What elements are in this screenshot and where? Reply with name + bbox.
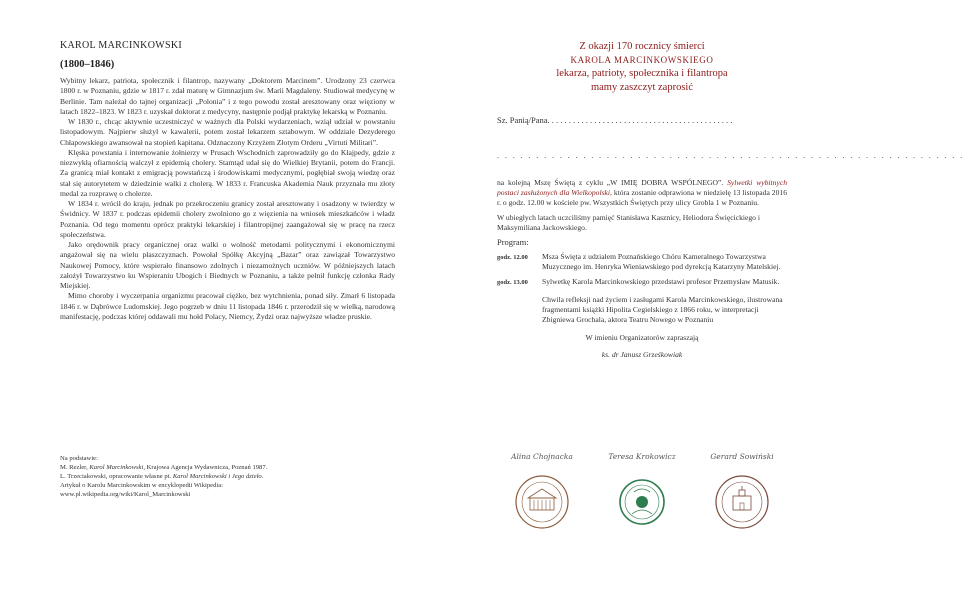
behalf-line: W imieniu Organizatorów zapraszają [585,333,699,343]
author-name: KAROL MARCINKOWSKI [60,40,182,51]
program-item [497,252,787,272]
program-time: godz. 13.00 [497,279,528,287]
author-years: (1800–1846) [60,59,115,70]
source-text: . [261,473,264,480]
signatures [497,452,787,530]
bio-paragraph: W 1830 r., chcąc aktywnie uczestniczyć w ważnych dla Polski wydarzeniach, wziął udział w powstaniu listopadowym. Najpierw służył w kawalerii, potem został lekarzem sztabowym. W oddziale Dezyderego Chłapowskiego awansował na stopień kapitana. Odznaczony Krzyżem Złotym Orderu „Virtuti Militari”. [60,117,395,147]
header-line: lekarza, patrioty, społecznika i filantropa [556,68,728,79]
priest-name: ks. dr Janusz Grześkowiak [601,350,683,360]
source-text: L. Trzeciakowski, opracowanie własne pt. [60,473,173,480]
signature-name: Alina Chojnacka [511,452,573,461]
program-desc: Sylwetkę Karola Marcinkowskiego przedstawi profesor Przemysław Matusik. [542,277,780,287]
dotted-line: . . . . . . . . . . . . . . . . . . . . . . . . . . . . . . . . . . . . . . . . . . . . . . . . . . . . . . . . . . . . [497,150,964,160]
sources-list [60,454,395,499]
signature-block [697,452,787,530]
seal-icon [514,474,570,530]
header-line: KAROLA MARCINKOWSKIEGO [570,54,714,65]
signature-block [497,452,587,530]
program-item [497,277,787,288]
invitation-text [497,178,787,209]
invite-text: na kolejną Mszę Świętą z cyklu „W IMIĘ DOBRA WSPÓLNEGO”. [497,178,728,187]
biography-page [60,40,395,498]
source-item [60,463,395,472]
program-time: godz. 12.00 [497,254,528,262]
header-line: mamy zaszczyt zaprosić [590,81,694,93]
program-desc: Msza Święta z udziałem Poznańskiego Chóru Kameralnego Towarzystwa Muzycznego im. Henryka Wieniawskiego pod dyrekcją Katarzyny Matelskiej. [542,252,781,272]
history-text: W ubiegłych latach uczciliśmy pamięć Stanisława Kasznicy, Heliodora Święcickiego i Maksymiliana Jackowskiego. [497,212,760,232]
bio-paragraph: Klęska powstania i internowanie żołnierzy w Prusach Wschodnich zaprowadziły go do Kłajpedy, gdzie z niezwykłą ofiarnością walczył z epidemią cholery. Stamtąd udał się do Wielkiej Brytanii, potem do Francji. Za granicą miał kontakt z emigracją powstańczą i środowiskami medycznymi, pogłębiał swoją wiedzę oraz stał się autorytetem w dziedzinie walki z cholerą. W 1833 r. Francuska Akademia Nauk przyznała mu złoty medal za rozprawę o cholerze. [60,147,395,198]
signature-name: Gerard Sowiński [710,452,774,461]
invitation-page [497,40,964,461]
seal-icon [714,474,770,530]
invite-text: która zostanie odprawiona w niedzielę 13 listopada 2016 r. o godz. 12.00 w kościele pw. Wszystkich Świętych przy ulicy Grobla 1 w Poznaniu. [497,188,787,208]
sources-label: Na podstawie: [60,455,98,462]
source-text: M. Rezler, [60,464,90,471]
source-url: www.pl.wikipedia.org/wiki/Karol_Marcinkowski [60,491,191,498]
bio-paragraph: Wybitny lekarz, patriota, społecznik i filantrop, nazywany „Doktorem Marcinem”. Urodzony 23 czerwca 1800 r. w Poznaniu, gdzie w 1817 r. zdał maturę w Gimnazjum św. Marii Magdaleny. Studiował medycynę w Berlinie. Tam należał do tajnej organizacji „Polonia” i z tego powodu został aresztowany oraz więziony w latach 1822–1823. W 1823 r. uzyskał doktorat z medycyny, następnie podjął praktykę lekarską w Poznaniu. [60,76,395,116]
bio-paragraph: Mimo choroby i wyczerpania organizmu pracował ciężko, bez wytchnienia, ponad siły. Zmarł 6 listopada 1846 r. w Dąbrówce Ludomskiej. Jego pogrzeb w dniu 11 listopada 1846 r. przerodził się w wielką, narodową manifestację, podczas której oddawali mu hołd Polacy, Niemcy, Żydzi oraz najwyższe władze pruskie. [60,291,395,321]
reflection-text: Chwila refleksji nad życiem i zasługami Karola Marcinkowskiego, ilustrowana fragmentami książki Hipolita Cegielskiego z 1866 roku, w interpretacji Zbigniewa Grochala, aktora Teatru Nowego w Poznaniu [542,294,783,325]
bio-paragraph: W 1834 r. wrócił do kraju, jednak po przekroczeniu granicy został aresztowany i osadzony w twierdzy w Świdnicy. W 1837 r. podczas epidemii cholery zwolniono go z więzienia na wniosek mieszkańców i władz Poznania. Od tego momentu oprócz praktyki lekarskiej i filantropijnej zaangażował się w pracę na rzecz społeczeństwa. [60,199,395,239]
source-item: Artykuł o Karolu Marcinkowskim w encyklopedii Wikipedia: [60,482,223,489]
header-line: Z okazji 170 rocznicy śmierci [579,41,705,52]
invite-series: Sylwetki wybitnych postaci zasłużonych dla Wielkopolski, [497,178,787,198]
signature-name: Teresa Krokowicz [608,452,676,461]
bio-paragraph: Jako orędownik pracy organicznej oraz walki o wolność metodami politycznymi i ekonomicznymi angażował się na wielu płaszczyznach. Powołał Spółkę Akcyjną „Bazar” oraz zawiązał Towarzystwo Naukowej Pomocy, które wspierało finansowo zdolnych i niezamożnych uczniów. W późniejszych latach założył Towarzystwo ku Wspieraniu Ubogich i Biednych w Poznaniu, a także pełnił funkcję członka Rady Miejskiej. [60,240,395,290]
biography-text [60,76,395,322]
signature-block [597,452,687,530]
source-title: Karol Marcinkowski [89,464,144,471]
program-label: Program: [497,237,529,248]
invitation-header [497,40,787,94]
source-text: , Krajowa Agencja Wydawnicza, Poznań 1987. [143,464,268,471]
addressee-line: Sz. Panią/Pana. . . . . . . . . . . . . . . . . . . . . . . . . . . . . . . . . . . . . . . . . . . . [497,115,733,125]
source-title: Karol Marcinkowski i Jego dzieło [172,473,262,480]
source-item [60,472,395,481]
seal-icon [614,474,670,530]
